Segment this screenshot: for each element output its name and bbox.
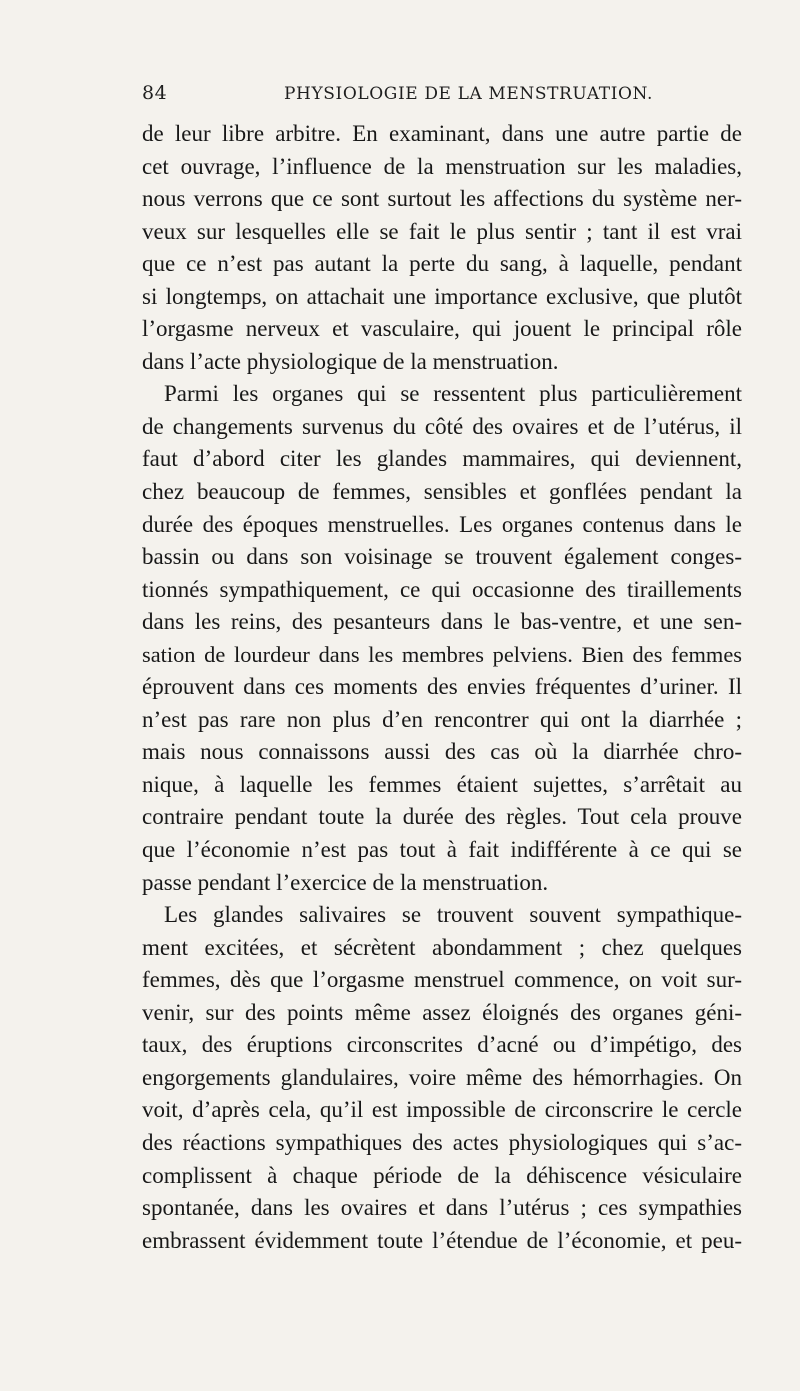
text-line: bassin ou dans son voisinage se trouvent également conges- xyxy=(142,544,742,570)
text-line: éprouvent dans ces moments des envies fréquentes d’uriner. Il xyxy=(142,674,742,700)
text-line: passe pendant l’exercice de la menstruation. xyxy=(142,869,549,895)
text-line: spontanée, dans les ovaires et dans l’utérus ; ces sympathies xyxy=(142,1195,742,1221)
text-line: de leur libre arbitre. En examinant, dans une autre partie de xyxy=(142,121,742,146)
page-number: 84 xyxy=(142,82,168,104)
text-line: que ce n’est pas autant la perte du sang, à laquelle, pendant xyxy=(142,251,742,277)
text-line: cet ouvrage, l’influence de la menstruation sur les maladies, xyxy=(142,153,742,179)
text-line: embrassent évidemment toute l’étendue de l’économie, et peu- xyxy=(142,1227,742,1253)
text-line: complissent à chaque période de la déhiscence vésiculaire xyxy=(142,1162,742,1188)
text-line: contraire pendant toute la durée des règles. Tout cela prouve xyxy=(142,804,742,830)
text-line: dans les reins, des pesanteurs dans le bas-ventre, et une sen- xyxy=(142,609,742,635)
text-line: des réactions sympathiques des actes physiologiques qui s’ac- xyxy=(142,1129,742,1155)
text-line: nous verrons que ce sont surtout les affections du système ner- xyxy=(142,186,742,212)
text-line: n’est pas rare non plus d’en rencontrer qui ont la diarrhée ; xyxy=(142,706,742,732)
paragraph-start-line: Parmi les organes qui se ressentent plus particulièrement xyxy=(164,381,742,407)
text-line: dans l’acte physiologique de la menstruation. xyxy=(142,348,559,374)
text-line: ment excitées, et sécrètent abondamment ; chez quelques xyxy=(142,934,742,960)
text-line: que l’économie n’est pas tout à fait indifférente à ce qui se xyxy=(142,837,742,863)
text-line: engorgements glandulaires, voire même des hémorrhagies. On xyxy=(142,1064,742,1090)
text-line: veux sur lesquelles elle se fait le plus sentir ; tant il est vrai xyxy=(142,218,742,244)
text-line: voit, d’après cela, qu’il est impossible de circonscrire le cercle xyxy=(142,1097,742,1123)
paragraph-start-line: Les glandes salivaires se trouvent souvent sympathique- xyxy=(164,902,742,928)
body-text xyxy=(142,118,742,1257)
text-line: taux, des éruptions circonscrites d’acné ou d’impétigo, des xyxy=(142,1032,742,1058)
text-line: de changements survenus du côté des ovaires et de l’utérus, il xyxy=(142,413,742,439)
running-head xyxy=(142,82,742,110)
text-line: chez beaucoup de femmes, sensibles et gonflées pendant la xyxy=(142,479,742,505)
text-line: si longtemps, on attachait une importance exclusive, que plutôt xyxy=(142,283,742,309)
text-line: l’orgasme nerveux et vasculaire, qui jouent le principal rôle xyxy=(142,316,742,342)
text-line: durée des époques menstruelles. Les organes contenus dans le xyxy=(142,511,742,537)
text-line: nique, à laquelle les femmes étaient sujettes, s’arrêtait au xyxy=(142,771,742,797)
text-line: faut d’abord citer les glandes mammaires, qui deviennent, xyxy=(142,446,742,472)
text-line: sation de lourdeur dans les membres pelviens. Bien des femmes xyxy=(142,641,742,667)
text-line: venir, sur des points même assez éloignés des organes géni- xyxy=(142,999,742,1025)
text-line: tionnés sympathiquement, ce qui occasionne des tiraillements xyxy=(142,576,742,602)
text-line: femmes, dès que l’orgasme menstruel commence, on voit sur- xyxy=(142,967,742,993)
text-line: mais nous connaissons aussi des cas où la diarrhée chro- xyxy=(142,739,742,765)
running-title: PHYSIOLOGIE DE LA MENSTRUATION. xyxy=(284,84,653,104)
